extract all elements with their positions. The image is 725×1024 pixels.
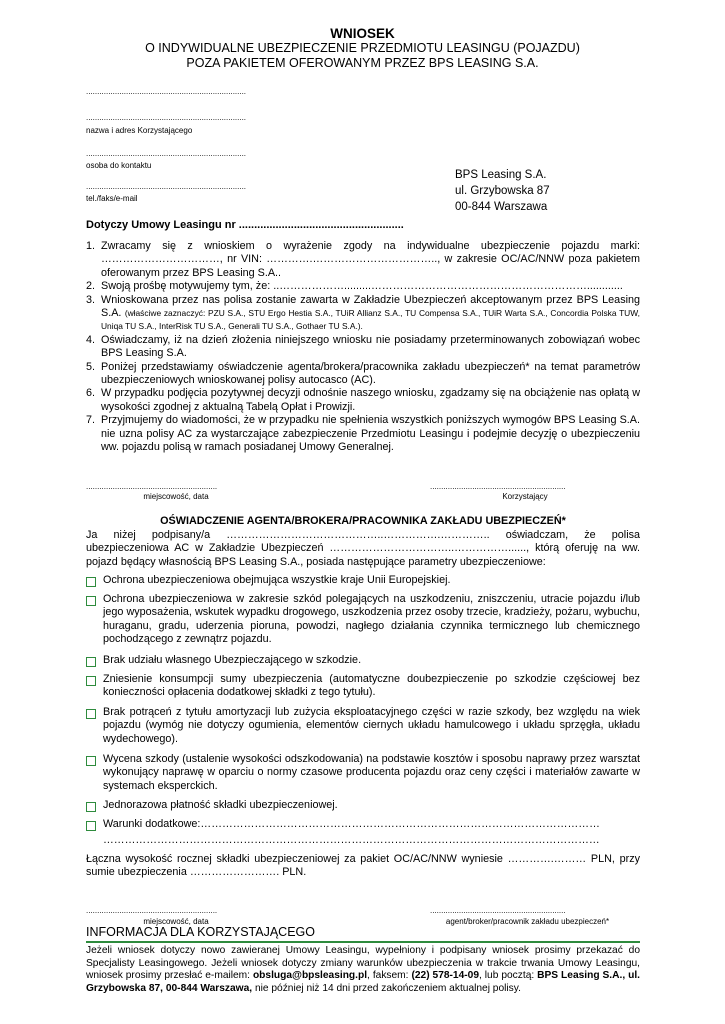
signature2-place-date-label: miejscowość, data	[143, 917, 209, 926]
option-text: Brak potrąceń z tytułu amortyzacji lub zużycia eksploatacyjnego części w razie szkody, bez względu na wiek pojazdu (wymóg nie dotyczy ogumienia, elementów ciernych układu hamulcowego i układu sprzęgła, układu wydechowego).	[103, 706, 640, 745]
request-items-list	[86, 240, 640, 455]
item-text: Przyjmujemy do wiadomości, że w przypadku nie spełnienia wszystkich poniższych wymogów BPS Leasing S.A. nie uzna polisy AC za wystarczające zabezpieczenie Przedmiotu Leasingu i podejmie decyzję o ubezpieczeniu ww. pojazdu polisą w ramach posiadanej Umowy Generalnej.	[101, 414, 640, 454]
checkbox[interactable]	[86, 802, 96, 812]
info-text-part: Jeżeli wniosek dotyczy nowo zawieranej Umowy Leasingu, wypełniony i podpisany wniosek prosimy przekazać do Specjalisty Leasingowego. Jeżeli wniosek dotyczy zmiany warunków ubezpieczenia w trakcie trwania Umowy Leasingu, wniosek prosimy przesłać e-mailem:	[86, 945, 640, 982]
checkbox[interactable]	[86, 596, 96, 606]
option-text: Ochrona ubezpieczeniowa w zakresie szkód polegających na uszkodzeniu, zniszczeniu, utracie pojazdu i/lub jego wyposażenia, wskutek wypadku drogowego, uszkodzenia przez osoby trzecie, kradzieży, pożaru, wybuchu, huraganu, gradu, uderzenia pioruna, powodzi, nagłego działania czynnika termicznego lub chemicznego pochodzącego z zewnątrz pojazdu.	[103, 593, 640, 646]
option-text: Brak udziału własnego Ubezpieczającego w szkodzie.	[103, 654, 362, 666]
checkbox[interactable]	[86, 709, 96, 719]
agent-declaration-intro: Ja niżej podpisany/a ……………………………………..…………….………….. oświadczam, że polisa ubezpieczeniowa AC w Zakładzie Ubezpieczeń ……………………………..……………......, którą oferuję na ww. pojazd będący własnością BPS Leasing S.A., posiada następujące parametry ubezpieczeniowe:	[86, 529, 640, 568]
premium-statement: Łączna wysokość rocznej składki ubezpieczeniowej za pakiet OC/AC/NNW wyniesie ………….……… PLN, przy sumie ubezpieczenia ……………………. PLN.	[86, 853, 640, 879]
signature2-place-date-line[interactable]: ...........................................................	[86, 906, 218, 915]
contact-person-label: osoba do kontaktu	[86, 161, 152, 170]
signature1-place-date-line[interactable]: ...........................................................	[86, 482, 218, 491]
item-text: Zwracamy się z wnioskiem o wyrażenie zgody na indywidualne ubezpieczenie pojazdu marki: ……………………………, nr VIN: ………….…………………………….., w zakresie OC/AC/NNW poza pakietem oferowanym przez BPS Leasing S.A..	[101, 240, 640, 279]
item-number: 7.	[86, 414, 96, 427]
document-subtitle-1: O INDYWIDUALNE UBEZPIECZENIE PRZEDMIOTU LEASINGU (POJAZDU)	[145, 41, 580, 55]
item-text: W przypadku podjęcia pozytywnej decyzji odnośnie naszego wniosku, zgadzamy się na obciążenie nas opłatą w wysokości zgodnej z aktualną Tabelą Opłat i Prowizji.	[101, 387, 640, 413]
recipient-city: 00-844 Warszawa	[455, 201, 548, 213]
list-item	[86, 294, 640, 334]
applicant-name-line-2[interactable]: ........................................................................	[86, 113, 247, 122]
info-text-part: nie później niż 14 dni przed zakończeniem aktualnej polisy.	[252, 982, 521, 994]
signature1-lessee-label: Korzystający	[502, 492, 548, 501]
item-text: Oświadczamy, iż na dzień złożenia niniejszego wniosku nie posiadamy przeterminowanych zobowiązań wobec BPS Leasing S.A.	[101, 333, 640, 360]
option-single-payment	[86, 799, 640, 812]
agent-declaration-heading: OŚWIADCZENIE AGENTA/BROKERA/PRACOWNIKA ZAKŁADU UBEZPIECZEŃ*	[160, 515, 566, 527]
additional-terms-line[interactable]: …………………………………………………………………………………………………………………………	[103, 834, 600, 846]
list-item	[86, 240, 640, 280]
item-text: Wnioskowana przez nas polisa zostanie zawarta w Zakładzie Ubezpieczeń akceptowanym przez BPS Leasing S.A.	[101, 293, 640, 320]
option-no-own-share	[86, 654, 640, 667]
option-text: Zniesienie konsumpcji sumy ubezpieczenia (automatyczne doubezpieczenie po szkodzie częściowej bez konieczności opłacenia dodatkowej składki z tego tytułu).	[103, 673, 640, 699]
item-text: Poniżej przedstawiamy oświadczenie agenta/brokera/pracownika zakładu ubezpieczeń* na temat parametrów ubezpieczeniowych wnioskowanej polisy autocasco (AC).	[101, 360, 640, 387]
list-item	[86, 387, 640, 414]
option-text: Wycena szkody (ustalenie wysokości odszkodowania) na podstawie kosztów i sposobu naprawy przez warsztat wykonujący naprawę w oparciu o normy czasowe producenta pojazdu oraz ceny części i materiałów zawarte w systemach eksperckich.	[103, 753, 640, 792]
signature1-lessee-line[interactable]: .............................................................	[430, 482, 566, 491]
phone-email-label: tel./faks/e-mail	[86, 194, 138, 203]
option-text: Jednorazowa płatność składki ubezpieczeniowej.	[103, 799, 338, 811]
item-number: 2.	[86, 280, 96, 293]
item-number: 5.	[86, 360, 96, 373]
list-item	[86, 280, 640, 293]
recipient-address	[455, 167, 550, 215]
option-damage-valuation	[86, 753, 640, 793]
info-heading: INFORMACJA DLA KORZYSTAJĄCEGO	[86, 925, 315, 939]
list-item	[86, 414, 640, 454]
option-text[interactable]: Warunki dodatkowe:…………………………………………………………………………………………………	[103, 818, 600, 830]
item-number: 3.	[86, 293, 96, 306]
signature1-place-date-label: miejscowość, data	[143, 492, 209, 501]
item-number: 6.	[86, 387, 96, 400]
checkbox[interactable]	[86, 676, 96, 686]
list-item	[86, 361, 640, 388]
option-no-consumption	[86, 673, 640, 700]
checkbox[interactable]	[86, 756, 96, 766]
option-damage-scope	[86, 593, 640, 647]
option-eu-coverage	[86, 574, 640, 587]
option-no-depreciation	[86, 706, 640, 746]
option-text: Ochrona ubezpieczeniowa obejmująca wszystkie kraje Unii Europejskiej.	[103, 574, 451, 586]
info-postal-address: BPS Leasing S.A., ul. Grzybowska 87, 00-844 Warszawa,	[86, 970, 640, 994]
info-email[interactable]: obsluga@bpsleasing.pl	[252, 970, 368, 982]
checkbox[interactable]	[86, 657, 96, 667]
info-divider	[86, 941, 640, 943]
applicant-name-label: nazwa i adres Korzystającego	[86, 126, 193, 135]
document-title: WNIOSEK	[330, 26, 395, 41]
checkbox[interactable]	[86, 821, 96, 831]
contract-number-line[interactable]: Dotyczy Umowy Leasingu nr ......................................................	[86, 219, 404, 231]
info-text	[86, 945, 640, 995]
info-fax: (22) 578-14-09	[411, 970, 479, 982]
phone-email-line[interactable]: ........................................................................	[86, 182, 247, 191]
signature2-agent-line[interactable]: .............................................................	[430, 906, 566, 915]
item-number: 4.	[86, 333, 96, 346]
checkbox[interactable]	[86, 577, 96, 587]
contact-person-line[interactable]: ........................................................................	[86, 149, 247, 158]
applicant-name-line-1[interactable]: ........................................................................	[86, 87, 247, 96]
item-number: 1.	[86, 240, 96, 252]
recipient-name: BPS Leasing S.A.	[455, 169, 547, 181]
list-item	[86, 334, 640, 361]
recipient-street: ul. Grzybowska 87	[455, 185, 550, 197]
info-text-part: , lub pocztą:	[479, 970, 538, 982]
item-text: Swoją prośbę motywujemy tym, że: ..……………….........……………………………………………………............	[101, 280, 623, 293]
document-subtitle-2: POZA PAKIETEM OFEROWANYM PRZEZ BPS LEASING S.A.	[186, 56, 539, 70]
signature2-agent-label: agent/broker/pracownik zakładu ubezpieczeń*	[445, 917, 610, 926]
item-note: (właściwe zaznaczyć: PZU S.A., STU Ergo Hestia S.A., TUiR Allianz S.A., TU Compensa S.A., TUiR Warta S.A., Concordia Polska TUW, Uniqa TU S.A., InterRisk TU S.A., Generali TU S.A., Gothaer TU S.A.).	[101, 308, 641, 332]
option-additional-terms	[86, 818, 640, 831]
info-text-part: , faksem:	[367, 970, 412, 982]
